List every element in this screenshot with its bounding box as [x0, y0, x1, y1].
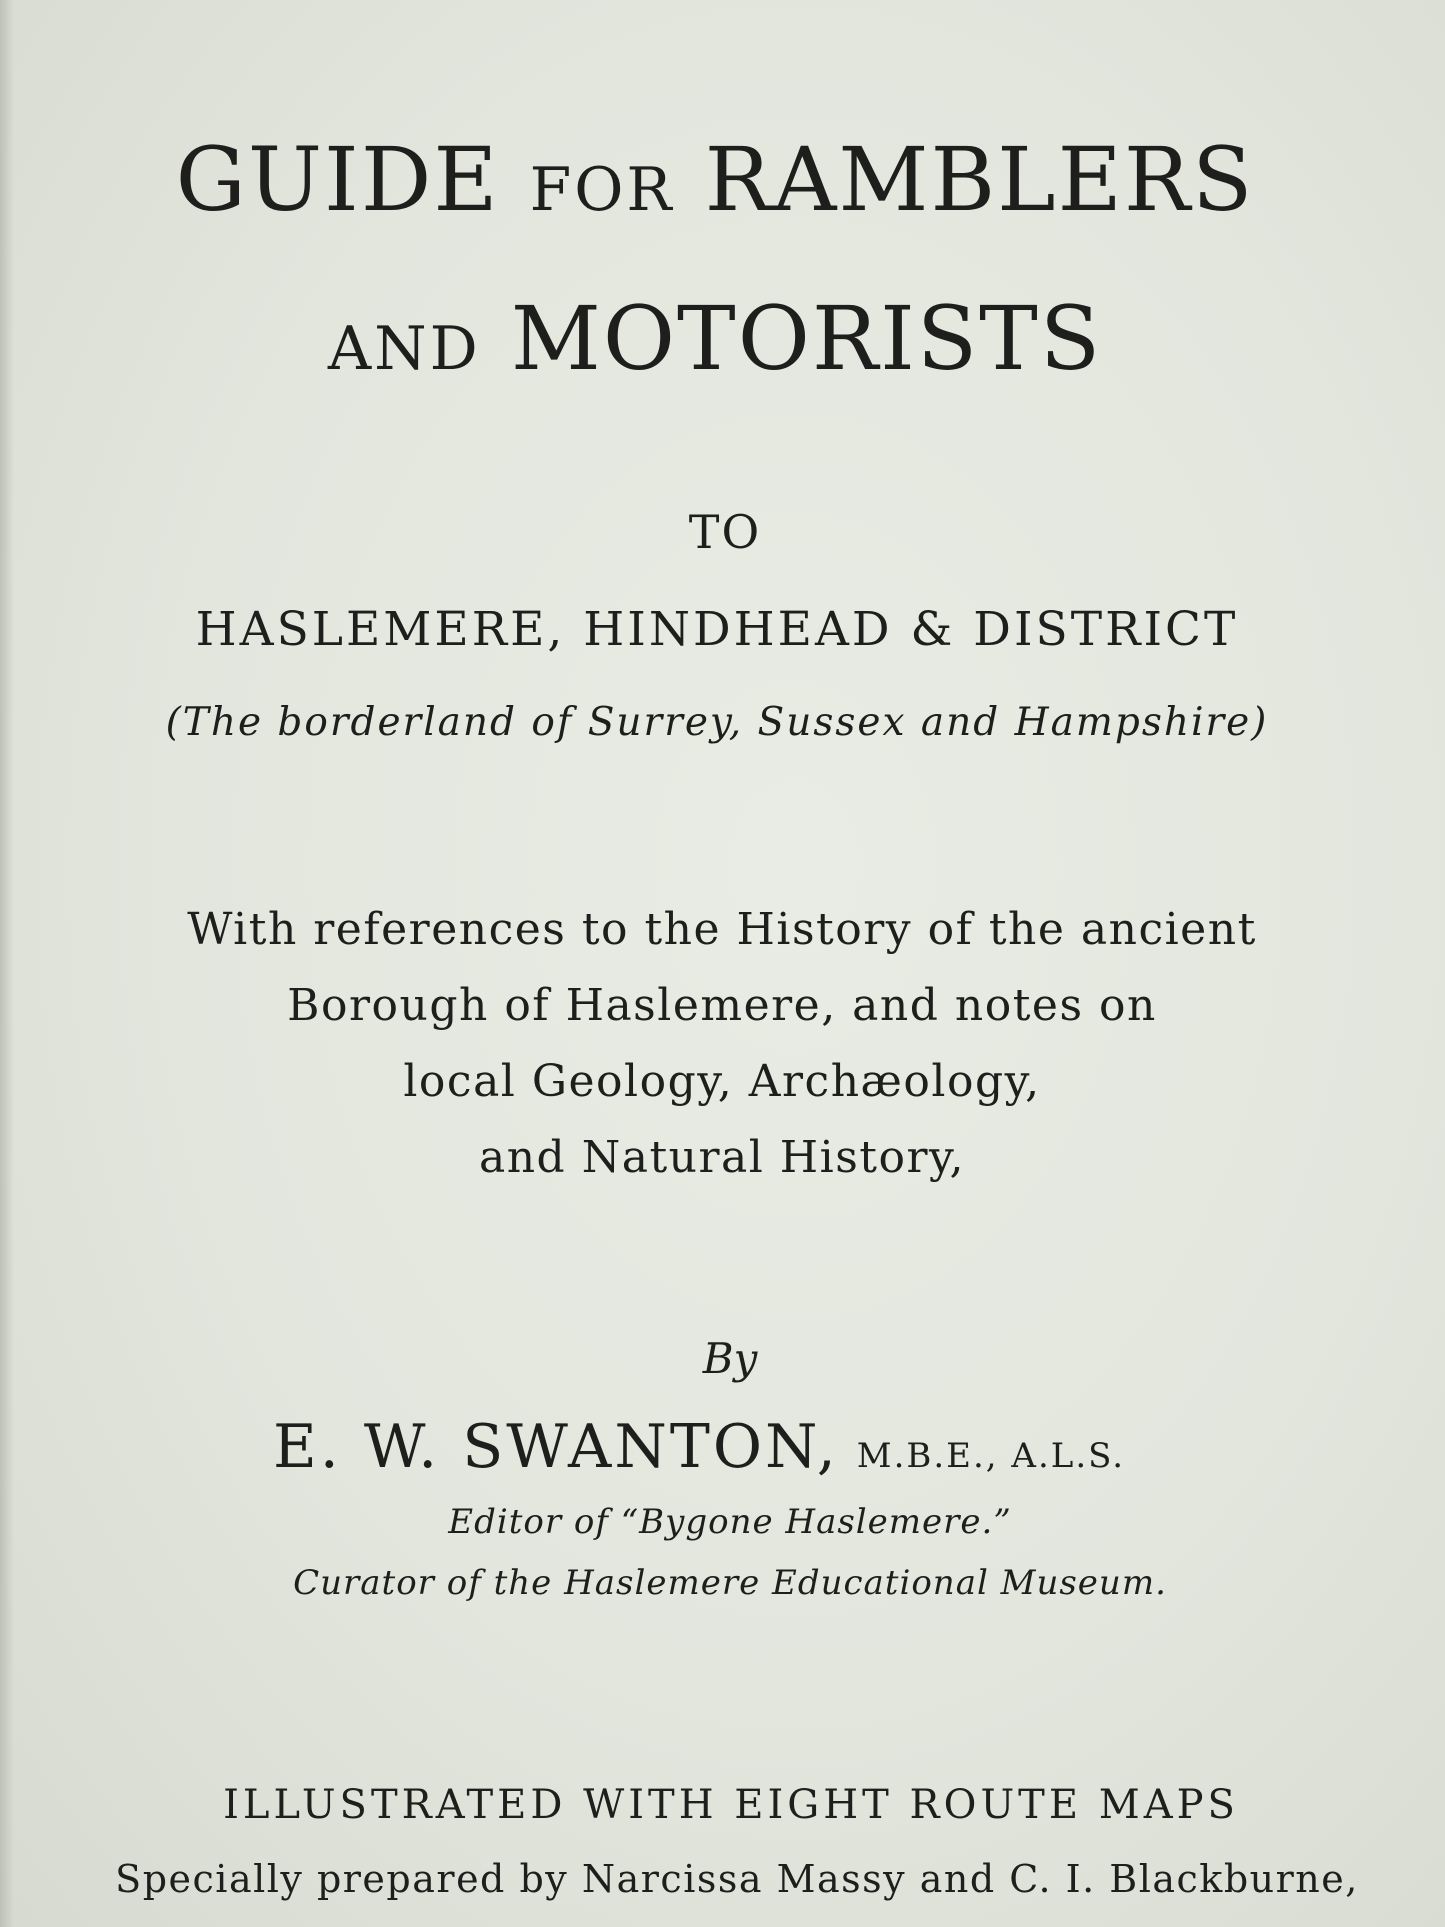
author-qualifications: M.B.E., A.L.S.	[856, 1436, 1126, 1476]
references-line-1: With references to the History of the ancient	[187, 904, 1257, 955]
title-ramblers: RAMBLERS	[704, 128, 1255, 231]
title-guide: GUIDE	[175, 128, 500, 231]
subtitle-places: HASLEMERE, HINDHEAD & DISTRICT	[195, 602, 1239, 657]
title-line-1	[0, 128, 1430, 231]
author-line	[0, 1412, 1398, 1482]
references-line-2: Borough of Haslemere, and notes on	[287, 980, 1157, 1031]
references-line-3: local Geology, Archæology,	[403, 1056, 1041, 1107]
title-and: AND	[327, 314, 481, 384]
title-motorists: MOTORISTS	[510, 287, 1103, 390]
title-for: FOR	[529, 155, 675, 225]
illustrations-heading: ILLUSTRATED WITH EIGHT ROUTE MAPS	[223, 1782, 1239, 1828]
author-by: By	[702, 1334, 758, 1383]
illustrations-credit: Specially prepared by Narcissa Massy and C. I. Blackburne,	[115, 1857, 1359, 1901]
subtitle-borderland: (The borderland of Surrey, Sussex and Hampshire)	[165, 700, 1269, 745]
title-line-2	[0, 287, 1430, 390]
author-curator: Curator of the Haslemere Educational Museum.	[293, 1563, 1167, 1603]
author-name: E. W. SWANTON,	[272, 1412, 839, 1482]
author-editor: Editor of “Bygone Haslemere.”	[448, 1502, 1012, 1542]
subtitle-to: TO	[688, 505, 762, 559]
references-line-4: and Natural History,	[478, 1132, 966, 1183]
